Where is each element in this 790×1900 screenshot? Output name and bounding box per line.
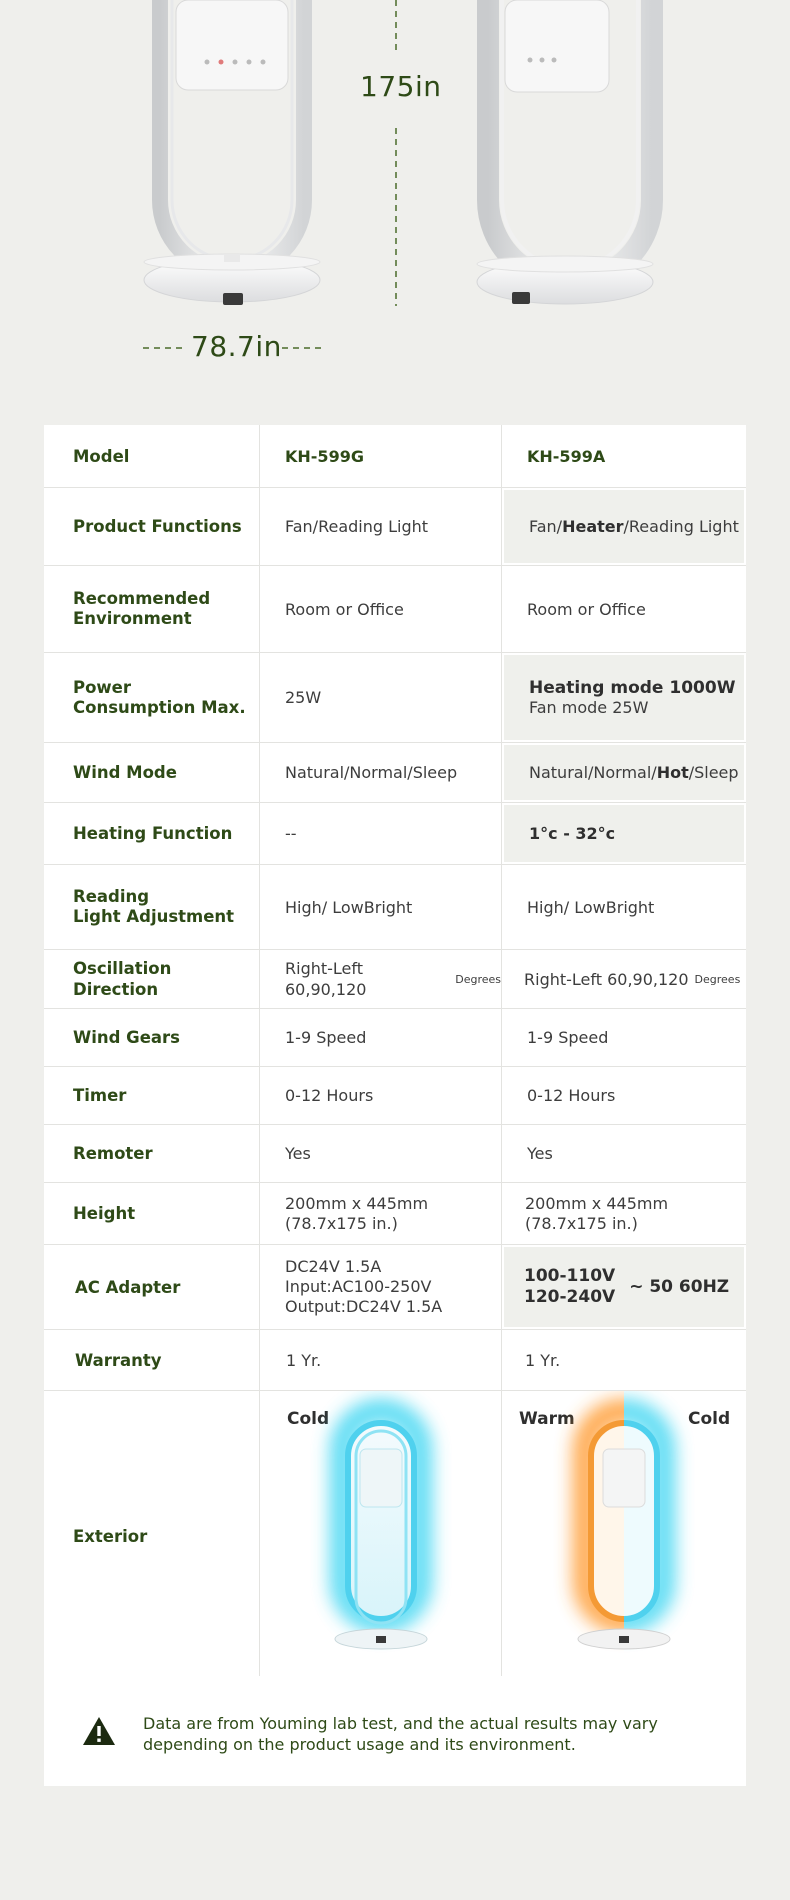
- table-row: [44, 1067, 746, 1125]
- model-a-value: 1-9 Speed: [260, 1009, 502, 1066]
- value-unit: Degrees: [694, 972, 741, 986]
- value-part: /Sleep: [688, 763, 739, 782]
- table-row: [44, 950, 746, 1009]
- value-line: 200mm x 445mm: [525, 1193, 669, 1213]
- model-b-exterior: [502, 1391, 746, 1681]
- model-b-value: Room or Office: [527, 599, 646, 619]
- value-line: Heating mode 1000W: [529, 677, 736, 698]
- model-a-value: Room or Office: [260, 566, 502, 652]
- header-label: Model: [44, 425, 260, 487]
- frequency-value: ~ 50 60HZ: [629, 1276, 730, 1297]
- model-b-value: [502, 1183, 746, 1244]
- table-row: [44, 566, 746, 653]
- table-row: [44, 1009, 746, 1067]
- model-b-value: Yes: [527, 1144, 553, 1163]
- value-line: (78.7x175 in.): [285, 1213, 398, 1233]
- model-a-header: KH-599G: [260, 425, 502, 487]
- model-a-value: [260, 1183, 502, 1244]
- value-emphasis: Heater: [562, 517, 624, 536]
- model-a-value: Fan/Reading Light: [260, 488, 502, 565]
- row-label: [44, 566, 260, 652]
- table-header-row: [44, 425, 746, 488]
- row-label: Oscillation Direction: [44, 950, 260, 1008]
- model-a-value: 25W: [260, 653, 502, 742]
- table-row: [44, 1183, 746, 1245]
- model-b-value: [502, 950, 746, 1008]
- model-b-value: 1-9 Speed: [527, 1028, 609, 1047]
- model-a-value: Natural/Normal/Sleep: [260, 743, 502, 802]
- model-a-value: [260, 1245, 502, 1329]
- value-unit: Degrees: [455, 972, 501, 986]
- row-label: Wind Gears: [44, 1009, 260, 1066]
- row-label: [44, 865, 260, 949]
- fan-illustrations: [0, 0, 790, 390]
- row-label-line: Reading: [73, 887, 150, 906]
- exterior-tag-cold: Cold: [688, 1409, 731, 1429]
- value-line: Fan mode 25W: [529, 697, 649, 717]
- model-a-value: 1 Yr.: [260, 1330, 502, 1390]
- model-b-value: High/ LowBright: [527, 897, 655, 917]
- model-b-value: 1°c - 32°c: [504, 805, 744, 862]
- value-text: Right-Left 60,90,120: [285, 959, 367, 999]
- value-line: 200mm x 445mm: [285, 1193, 429, 1213]
- voltage-line: 100-110V: [524, 1266, 616, 1286]
- row-label: Wind Mode: [44, 743, 260, 802]
- value-part: /Reading Light: [623, 517, 739, 536]
- value-line: DC24V 1.5A: [285, 1257, 382, 1276]
- fan-side-view: [477, 0, 653, 304]
- row-label-line: Light Adjustment: [73, 907, 235, 926]
- model-a-value: 0-12 Hours: [260, 1067, 502, 1124]
- value-line: Output:DC24V 1.5A: [285, 1297, 443, 1316]
- warm-cold-fan-image: [502, 1391, 746, 1681]
- model-a-value: [260, 950, 502, 1008]
- table-row: [44, 1330, 746, 1391]
- model-b-value: 1 Yr.: [525, 1350, 561, 1370]
- model-a-value: --: [260, 803, 502, 864]
- row-label: Heating Function: [44, 803, 260, 864]
- row-label-line: Recommended: [73, 589, 211, 608]
- table-row: [44, 803, 746, 865]
- row-label: Warranty: [44, 1330, 260, 1390]
- row-label: Remoter: [44, 1125, 260, 1182]
- width-dimension-label: 78.7in: [191, 330, 282, 363]
- exterior-tag: Cold: [287, 1409, 330, 1429]
- row-label: [44, 653, 260, 742]
- value-part: Fan/: [529, 517, 563, 536]
- table-row: [44, 653, 746, 743]
- disclaimer-note: [44, 1676, 746, 1786]
- row-label-line: Environment: [73, 609, 192, 628]
- cold-fan-image: [260, 1391, 502, 1681]
- table-row: [44, 865, 746, 950]
- model-b-value: [504, 745, 744, 800]
- value-part: Natural/Normal/: [529, 763, 657, 782]
- row-label: Exterior: [44, 1391, 260, 1681]
- model-b-header: KH-599A: [527, 446, 606, 466]
- disclaimer-text: Data are from Youming lab test, and the actual results may vary depending on the product usage and its environment.: [143, 1714, 658, 1754]
- value-line: Input:AC100-250V: [285, 1277, 432, 1296]
- exterior-tag-warm: Warm: [519, 1409, 575, 1429]
- spec-comparison-table: [44, 425, 746, 1681]
- model-b-value: [504, 1247, 744, 1327]
- row-label: Height: [44, 1183, 260, 1244]
- table-row: [44, 1391, 746, 1681]
- model-a-value: High/ LowBright: [260, 865, 502, 949]
- value-line: (78.7x175 in.): [525, 1213, 638, 1233]
- model-a-value: Yes: [260, 1125, 502, 1182]
- value-text: Right-Left 60,90,120: [524, 969, 689, 989]
- table-row: [44, 1245, 746, 1330]
- row-label-line: Consumption Max.: [73, 697, 246, 717]
- value-emphasis: Hot: [656, 763, 689, 782]
- height-dimension-label: 175in: [360, 70, 442, 103]
- model-b-value: [504, 490, 744, 563]
- fan-front-view: [144, 0, 320, 305]
- warning-icon: [82, 1716, 116, 1746]
- row-label: Timer: [44, 1067, 260, 1124]
- table-row: [44, 488, 746, 566]
- row-label-line: Power: [73, 677, 131, 697]
- model-b-value: [504, 655, 744, 740]
- model-b-value: 0-12 Hours: [527, 1086, 616, 1105]
- row-label: AC Adapter: [44, 1245, 260, 1329]
- table-row: [44, 743, 746, 803]
- table-row: [44, 1125, 746, 1183]
- model-a-exterior: [260, 1391, 502, 1681]
- product-dimension-image: [0, 0, 790, 390]
- voltage-line: 120-240V: [524, 1287, 616, 1307]
- row-label: Product Functions: [44, 488, 260, 565]
